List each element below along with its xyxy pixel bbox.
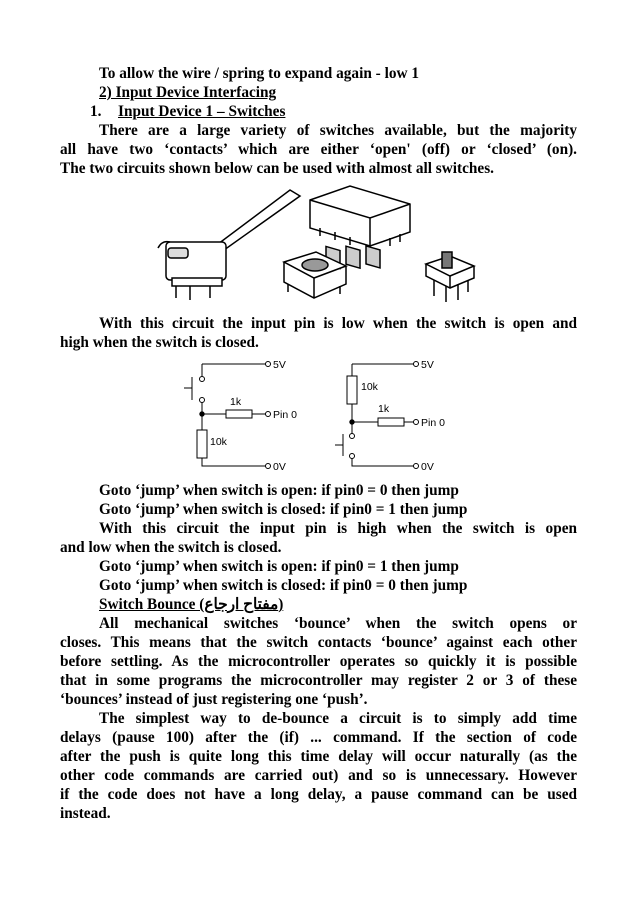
circuit1-10k-label: 10k [210, 436, 227, 448]
para3-line2: and low when the switch is closed. [60, 539, 282, 556]
list-number: 1. [90, 103, 102, 120]
ground-terminal [414, 464, 419, 469]
para5-line1: The simplest way to de-bounce a circuit is to simply add time [99, 710, 577, 727]
para5-line3: after the push is quite long this time delay will occur naturally (as the [60, 748, 577, 765]
circuit1-pin0-label: Pin 0 [273, 409, 297, 421]
para2-line2: high when the switch is closed. [60, 334, 259, 351]
circuit2-pin0-label: Pin 0 [421, 417, 445, 429]
para5-line2: delays (pause 100) after the (if) ... command. If the section of code [60, 729, 577, 746]
microswitch-lever-image [158, 190, 300, 300]
resistor-10k [347, 376, 357, 404]
para2-line1: With this circuit the input pin is low when the switch is open and [99, 315, 577, 332]
goto-open-pin0-1: Goto ‘jump’ when switch is open: if pin0 = 1 then jump [99, 558, 459, 575]
switch-contact-top [350, 434, 355, 439]
pull-up-switch-circuit [330, 350, 470, 475]
circuit2-1k-label: 1k [378, 403, 390, 415]
heading-switch-bounce: Switch Bounce (مفتاح ارجاع) [99, 596, 284, 613]
ground-terminal [266, 464, 271, 469]
switch-photos-illustration [150, 182, 480, 312]
resistor-1k [226, 410, 252, 418]
circuit2-5v-label: 5V [421, 359, 434, 371]
goto-closed-pin0-1: Goto ‘jump’ when switch is closed: if pin0 = 1 then jump [99, 501, 468, 518]
para5-line6: instead. [60, 805, 111, 822]
switch-contact-bottom [350, 454, 355, 459]
pin0-terminal [266, 412, 271, 417]
para3-line1: With this circuit the input pin is high when the switch is open [99, 520, 577, 537]
para4-line2: closes. This means that the switch contacts ‘bounce’ against each other [60, 634, 577, 651]
circuit2-0v-label: 0V [421, 461, 434, 473]
resistor-1k [378, 418, 404, 426]
resistor-10k [197, 430, 207, 458]
para1-line2: all have two ‘contacts’ which are either ‘open' (off) or ‘closed’ (on). [60, 141, 577, 158]
pull-down-switch-circuit [170, 350, 310, 475]
circuit1-0v-label: 0V [273, 461, 286, 473]
supply-terminal [414, 362, 419, 367]
switch-contact-bottom [200, 398, 205, 403]
circuit2-10k-label: 10k [361, 381, 378, 393]
para1-line1: There are a large variety of switches available, but the majority [99, 122, 577, 139]
goto-closed-pin0-0: Goto ‘jump’ when switch is closed: if pin0 = 0 then jump [99, 577, 468, 594]
line-wire-spring: To allow the wire / spring to expand again - low 1 [99, 65, 419, 82]
heading-input-device-interfacing: 2) Input Device Interfacing [99, 84, 277, 101]
para5-line5: if the code does not have a long delay, a pause command can be used [60, 786, 577, 803]
switch-contact-top [200, 377, 205, 382]
para5-line4: other code commands are carried out) and so is unnecessary. However [60, 767, 577, 784]
pin0-terminal [414, 420, 419, 425]
circuit1-1k-label: 1k [230, 396, 242, 408]
goto-open-pin0-0: Goto ‘jump’ when switch is open: if pin0 = 0 then jump [99, 482, 459, 499]
para4-line3: before settling. As the microcontroller operates so quickly it is possible [60, 653, 577, 670]
supply-terminal [266, 362, 271, 367]
circuit1-5v-label: 5V [273, 359, 286, 371]
slide-switch-image [426, 252, 474, 302]
heading-switches: Input Device 1 – Switches [118, 103, 286, 120]
para1-line3: The two circuits shown below can be used with almost all switches. [60, 160, 494, 177]
para4-line4: that in some programs the microcontroller may register 2 or 3 of these [60, 672, 577, 689]
para4-line5: ‘bounces’ instead of just registering one ‘push’. [60, 691, 368, 708]
para4-line1: All mechanical switches ‘bounce’ when the switch opens or [99, 615, 577, 632]
